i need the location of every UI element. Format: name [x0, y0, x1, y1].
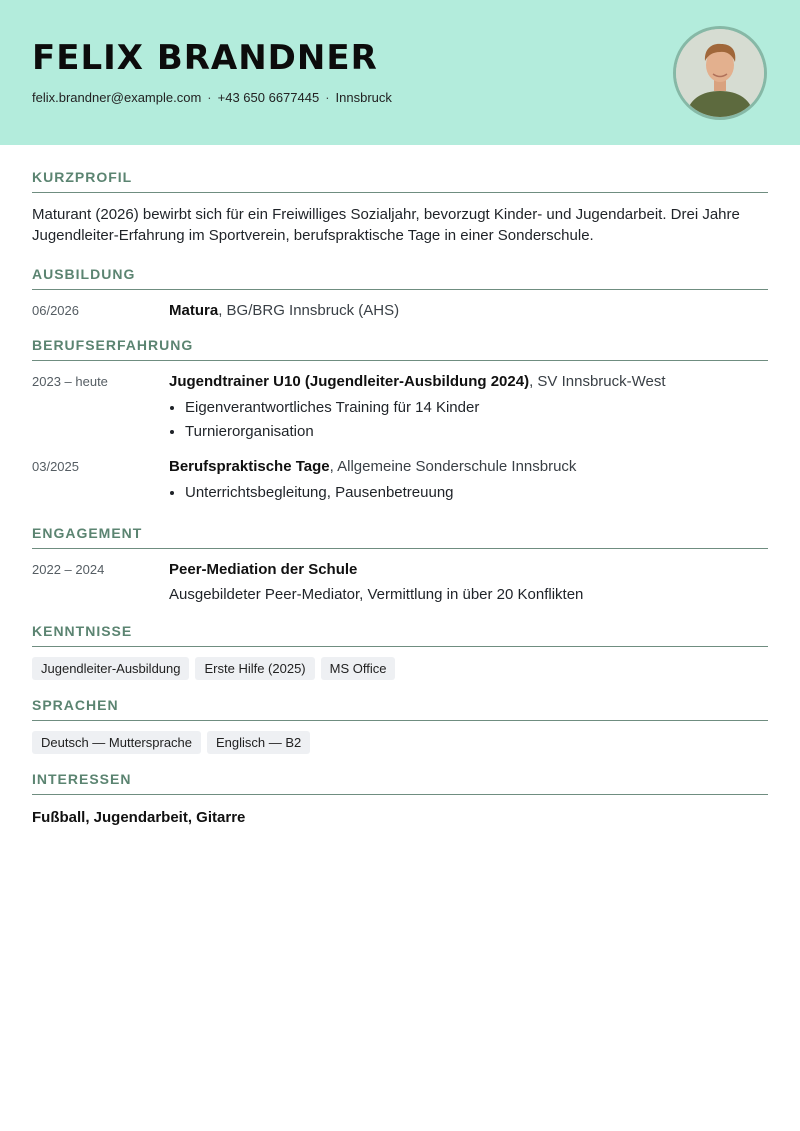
- entry-role: Matura: [169, 302, 219, 319]
- section-title: KURZPROFIL: [32, 169, 768, 193]
- resume-body: [0, 169, 800, 826]
- skill-chip: MS Office: [321, 657, 396, 680]
- entry-title-line: [169, 302, 768, 319]
- phone-text: +43 650 6677445: [217, 90, 320, 105]
- bullet-item: • Turnierorganisation: [185, 420, 768, 444]
- section-education: [32, 266, 768, 319]
- section-title: BERUFSERFAHRUNG: [32, 337, 768, 361]
- experience-entry: [32, 373, 768, 444]
- language-chip: Deutsch — Muttersprache: [32, 731, 201, 754]
- email-text: felix.brandner@example.com: [32, 90, 202, 105]
- profile-photo: [673, 26, 767, 120]
- engagement-entry: [32, 561, 768, 603]
- entry-org: , SV Innsbruck-West: [529, 373, 666, 390]
- section-title: KENNTNISSE: [32, 623, 768, 647]
- skill-chip: Erste Hilfe (2025): [195, 657, 314, 680]
- entry-title-line: [169, 373, 768, 390]
- section-title: AUSBILDUNG: [32, 266, 768, 290]
- section-engagement: [32, 525, 768, 603]
- entry-bullets: [169, 396, 768, 444]
- contact-separator: ·: [207, 90, 212, 105]
- entry-description: Ausgebildeter Peer-Mediator, Vermittlung in über 20 Konflikten: [169, 586, 584, 603]
- portrait-photo-icon: [676, 29, 764, 117]
- language-chip: Englisch — B2: [207, 731, 310, 754]
- contact-separator: ·: [325, 90, 330, 105]
- section-interests: [32, 771, 768, 826]
- bullet-item: • Unterrichtsbegleitung, Pausenbetreuung: [185, 481, 768, 505]
- profile-text: Maturant (2026) bewirbt sich für ein Freiwilliges Sozialjahr, bevorzugt Kinder- und Jugendarbeit. Drei Jahre Jugendleiter-Erfahrung im Sportverein, berufspraktische Tage in einer Sonderschule.: [32, 206, 740, 244]
- entry-role: Peer-Mediation der Schule: [169, 561, 358, 578]
- skill-chip: Jugendleiter-Ausbildung: [32, 657, 189, 680]
- entry-date: 2023 – heute: [32, 374, 108, 389]
- section-skills: [32, 623, 768, 680]
- entry-date: 2022 – 2024: [32, 562, 105, 577]
- candidate-name: FELIX BRANDNER: [32, 38, 378, 78]
- resume-header: [0, 0, 800, 145]
- bullet-item: • Eigenverantwortliches Training für 14 Kinder: [185, 396, 768, 420]
- section-profile: [32, 169, 768, 246]
- interests-text: Fußball, Jugendarbeit, Gitarre: [32, 809, 246, 826]
- entry-date: 06/2026: [32, 303, 79, 318]
- experience-entry: [32, 458, 768, 505]
- contact-line: [32, 90, 768, 105]
- entry-bullets: [169, 481, 768, 505]
- section-title: INTERESSEN: [32, 771, 768, 795]
- entry-org: , Allgemeine Sonderschule Innsbruck: [329, 458, 577, 475]
- section-title: SPRACHEN: [32, 697, 768, 721]
- entry-date: 03/2025: [32, 459, 79, 474]
- city-text: Innsbruck: [335, 90, 392, 105]
- entry-title-line: [169, 561, 768, 578]
- section-languages: [32, 697, 768, 754]
- language-chips: [32, 731, 768, 754]
- entry-role: Jugendtrainer U10 (Jugendleiter-Ausbildung 2024): [169, 373, 530, 390]
- entry-org: , BG/BRG Innsbruck (AHS): [218, 302, 400, 319]
- entry-title-line: [169, 458, 768, 475]
- entry-role: Berufspraktische Tage: [169, 458, 330, 475]
- section-experience: [32, 337, 768, 505]
- section-title: ENGAGEMENT: [32, 525, 768, 549]
- skill-chips: [32, 657, 768, 680]
- education-entry: [32, 302, 768, 319]
